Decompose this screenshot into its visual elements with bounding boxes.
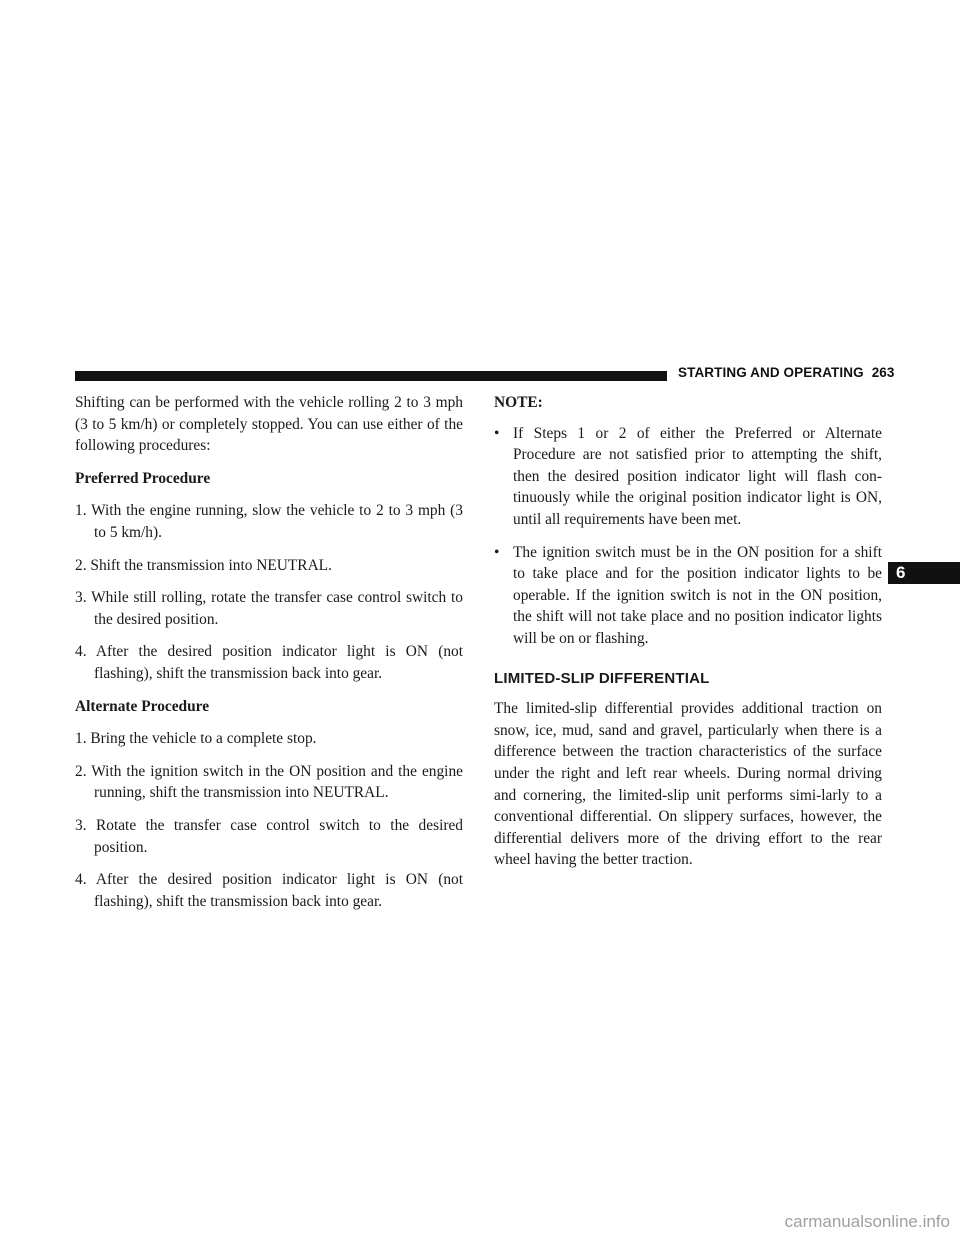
running-header [678,365,895,380]
header-rule [75,371,667,381]
alternate-procedure-heading: Alternate Procedure [75,697,210,715]
alternate-step-4: 4. After the desired position indicator light is ON (not flashing), shift the transmission back into gear. [75,871,463,910]
section-body: The limited-slip differential provides additional traction on snow, ice, mud, sand and gravel, particularly when there is a difference between the traction characteristics of the surface under the right and left rear wheels. During normal driving and cornering, the limited-slip unit performs simi-larly to a conventional differential. On slippery surfaces, however, the differential delivers more of the driving effort to the rear wheel having the better traction. [494,700,882,869]
alternate-step-1: 1. Bring the vehicle to a complete stop. [75,730,317,748]
note-bullet-text: The ignition switch must be in the ON position for a shift to take place and for the position indicator lights to be operable. If the ignition switch is not in the ON position, the shift will not take place and no position indicator lights will be on or flashing. [513,543,882,647]
bullet-icon: • [494,543,500,561]
intro-paragraph: Shifting can be performed with the vehicle rolling 2 to 3 mph (3 to 5 km/h) or completely stopped. You can use either of the following procedures: [75,394,463,455]
preferred-step-1: 1. With the engine running, slow the vehicle to 2 to 3 mph (3 to 5 km/h). [75,502,463,541]
note-bullet-text: If Steps 1 or 2 of either the Preferred or Alternate Procedure are not satisfied prior to attempting the shift, then the desired position indicator light will flash con-tinuously while the original position indicator light is ON, until all requirements have been met. [513,424,882,528]
preferred-step-3: 3. While still rolling, rotate the transfer case control switch to the desired position. [75,589,463,628]
note-bullet-2 [494,542,882,650]
preferred-step-4: 4. After the desired position indicator light is ON (not flashing), shift the transmission back into gear. [75,643,463,682]
left-column [75,392,463,923]
watermark: carmanualsonline.info [784,1212,950,1231]
page-number: 263 [871,365,895,380]
chapter-tab: 6 [888,562,960,584]
preferred-step-2: 2. Shift the transmission into NEUTRAL. [75,556,332,574]
preferred-procedure-heading: Preferred Procedure [75,469,211,487]
section-title: STARTING AND OPERATING [678,365,864,380]
note-label: NOTE: [494,394,543,411]
alternate-step-2: 2. With the ignition switch in the ON position and the engine running, shift the transmission into NEUTRAL. [75,762,463,802]
alternate-step-3: 3. Rotate the transfer case control switch to the desired position. [75,816,463,856]
section-heading: LIMITED-SLIP DIFFERENTIAL [494,669,710,687]
note-bullet-1 [494,423,882,531]
bullet-icon: • [494,424,500,442]
right-column [494,392,882,871]
